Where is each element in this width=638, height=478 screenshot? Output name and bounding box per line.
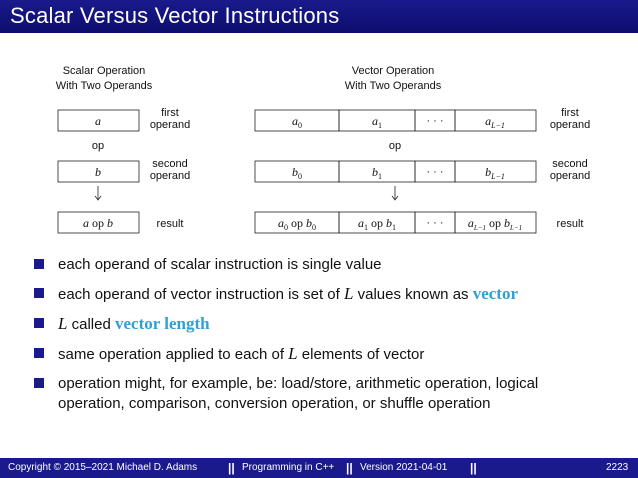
scalar-heading-line2: With Two Operands xyxy=(55,80,153,92)
scalar-operand-a: a xyxy=(95,114,101,128)
footer-page-number: 2223 xyxy=(606,462,629,473)
vector-b1: $b_1$ xyxy=(372,165,382,181)
vector-bL: $b_{L-1}$ xyxy=(485,165,505,181)
first-operand-label-vector-2: operand xyxy=(549,119,591,131)
bullet-item-5: operation might, for example, be: load/store, arithmetic operation, logical operation, comparison, conversion operation, or shuffle operation xyxy=(34,374,629,414)
scalar-op-label: op xyxy=(91,140,105,152)
bullet-item-2: each operand of vector instruction is set of L values known as vector xyxy=(34,284,629,305)
footer-bar xyxy=(0,458,638,478)
footer-version: Version 2021-04-01 xyxy=(360,462,448,473)
vector-a-dots: · · · xyxy=(426,115,444,127)
first-operand-label-vector-1: first xyxy=(561,107,579,119)
scalar-heading-line1: Scalar Operation xyxy=(62,65,146,77)
scalar-operand-b: b xyxy=(95,165,101,179)
bullet-item-3: L called vector length xyxy=(34,314,629,335)
bullet-square-icon xyxy=(34,259,44,269)
bullet-square-icon xyxy=(34,318,44,328)
footer-course: Programming in C++ xyxy=(242,462,335,473)
footer-separator: || xyxy=(470,461,477,475)
vector-r0: $a_0$ op $b_0$ xyxy=(278,216,316,232)
scalar-result: a op b xyxy=(83,216,113,230)
bullet-square-icon xyxy=(34,378,44,388)
bullet-square-icon xyxy=(34,288,44,298)
vector-heading-line2: With Two Operands xyxy=(344,80,442,92)
vector-a0: $a_0$ xyxy=(292,114,302,130)
bullet-list xyxy=(34,255,629,423)
second-operand-label-scalar-2: operand xyxy=(149,170,191,182)
bullet-square-icon xyxy=(34,348,44,358)
second-operand-label-vector-2: operand xyxy=(549,170,591,182)
first-operand-label-scalar-2: operand xyxy=(149,119,191,131)
vector-r1: $a_1$ op $b_1$ xyxy=(358,216,396,232)
footer-copyright: Copyright © 2015–2021 Michael D. Adams xyxy=(8,462,198,473)
vector-op-label: op xyxy=(388,140,402,152)
slide-title: Scalar Versus Vector Instructions xyxy=(10,3,340,28)
vector-b-dots: · · · xyxy=(426,166,444,178)
vector-r-dots: · · · xyxy=(426,217,444,229)
vector-aL: $a_{L-1}$ xyxy=(485,114,505,130)
bullet-item-4: same operation applied to each of L elements of vector xyxy=(34,344,629,365)
bullet-item-1: each operand of scalar instruction is single value xyxy=(34,255,629,275)
vector-rL: $a_{L-1}$ op $b_{L-1}$ xyxy=(467,216,523,232)
second-operand-label-vector-1: second xyxy=(552,158,588,170)
vector-a1: $a_1$ xyxy=(372,114,382,130)
result-label-scalar: result xyxy=(156,218,184,230)
second-operand-label-scalar-1: second xyxy=(152,158,188,170)
vector-heading-line1: Vector Operation xyxy=(351,65,435,77)
first-operand-label-scalar-1: first xyxy=(161,107,179,119)
footer-separator: || xyxy=(346,461,353,475)
vector-b0: $b_0$ xyxy=(292,165,302,181)
footer-separator: || xyxy=(228,461,235,475)
term-vector-length: vector length xyxy=(115,314,210,333)
result-label-vector: result xyxy=(556,218,584,230)
term-vector: vector xyxy=(472,284,519,303)
